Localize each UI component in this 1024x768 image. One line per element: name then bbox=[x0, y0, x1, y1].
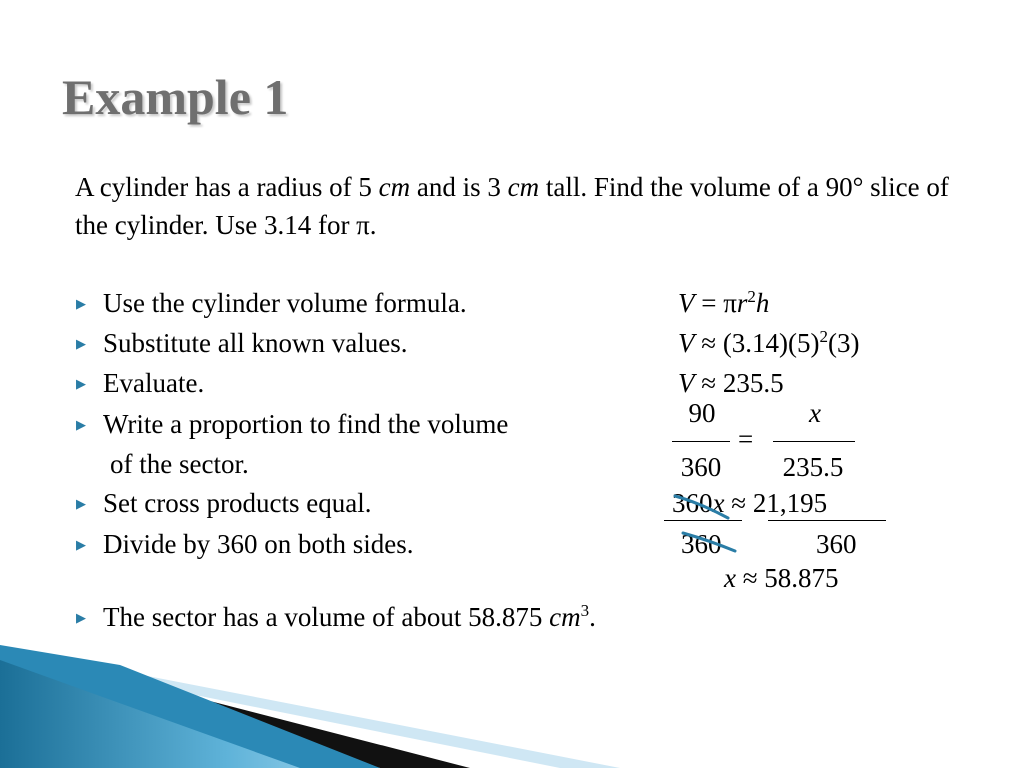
step-text: Use the cylinder volume formula. bbox=[103, 288, 467, 318]
proportion-equals: = bbox=[738, 424, 754, 454]
proportion-denominator-left: 360 bbox=[680, 452, 722, 482]
conclusion-text: The sector has a volume of about 58.875 $cm^3$. bbox=[103, 601, 596, 632]
step-text: Set cross products equal. bbox=[103, 488, 372, 518]
bullet-triangle-icon: ▶ bbox=[76, 610, 86, 625]
bullet-triangle-icon: ▶ bbox=[76, 417, 86, 432]
substitution: $V \approx (3.14)(5)^2(3)$ bbox=[678, 327, 860, 358]
bullet-triangle-icon: ▶ bbox=[76, 336, 86, 351]
divide-denominator-right: 360 bbox=[816, 529, 857, 559]
cross-product-equation: 360x ≈ 21,195 bbox=[672, 488, 828, 518]
proportion-denominator-right: 235.5 bbox=[782, 452, 844, 482]
bullet-triangle-icon: ▶ bbox=[76, 496, 86, 511]
evaluation: V ≈ 235.5 bbox=[678, 368, 784, 398]
bullet-triangle-icon: ▶ bbox=[76, 296, 86, 311]
proportion-numerator-right: x bbox=[809, 398, 821, 428]
bullet-triangle-icon: ▶ bbox=[76, 537, 86, 552]
step-text: Write a proportion to find the volume bbox=[103, 409, 509, 439]
step-text: Evaluate. bbox=[103, 368, 205, 398]
step-text-continued: of the sector. bbox=[110, 449, 249, 479]
proportion-numerator-left: 90 bbox=[688, 398, 716, 428]
step-text: Substitute all known values. bbox=[103, 328, 408, 358]
slide-title: Example 1 bbox=[62, 69, 289, 125]
result-equation: x ≈ 58.875 bbox=[724, 563, 839, 593]
problem-statement: A cylinder has a radius of 5 cm and is 3 cm tall. Find the volume of a 90° slice of the cylinder. Use 3.14 for π. bbox=[75, 172, 949, 240]
bullet-triangle-icon: ▶ bbox=[76, 376, 86, 391]
divide-denominator-left: 360 bbox=[681, 529, 722, 559]
volume-formula: $V = \pi r^2h$ bbox=[678, 287, 770, 318]
step-text: Divide by 360 on both sides. bbox=[103, 529, 414, 559]
